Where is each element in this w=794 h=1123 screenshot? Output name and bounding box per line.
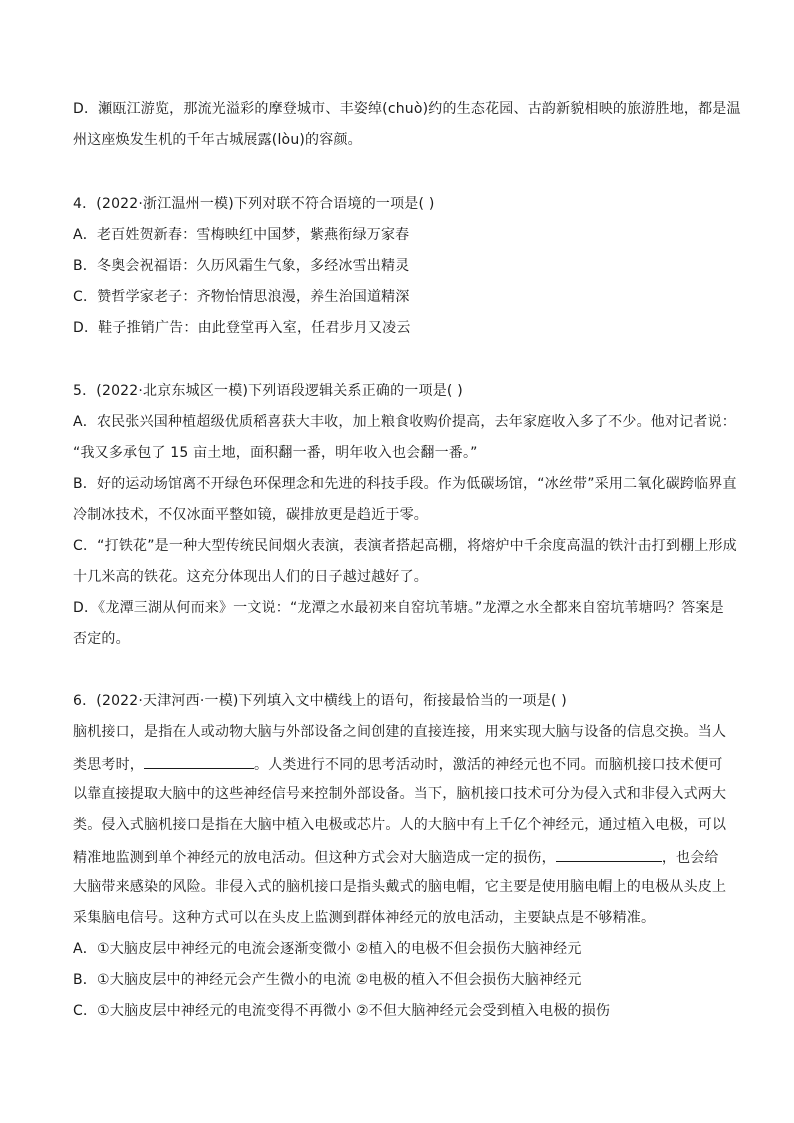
option-b: B．冬奥会祝福语：久历风霜生气象，多经冰雪出精灵 xyxy=(73,258,410,274)
question-stem: 5．(2022·北京东城区一模)下列语段逻辑关系正确的一项是( ) xyxy=(73,383,463,399)
text-line: 十几米高的铁花。这充分体现出人们的日子越过越好了。 xyxy=(73,569,428,585)
text-line: 否定的。 xyxy=(73,631,130,647)
option-a: A．老百姓贺新春：雪梅映红中国梦，紫燕衔绿万家春 xyxy=(73,227,410,243)
text-line: B．好的运动场馆离不开绿色环保理念和先进的科技手段。作为低碳场馆，“冰丝带”采用二氧化碳跨临界直 xyxy=(73,476,737,492)
text-line: 冷制冰技术，不仅冰面平整如镜，碳排放更是趋近于零。 xyxy=(73,507,428,523)
passage-text: ，也会给 xyxy=(661,850,719,866)
option-b: B．①大脑皮层中的神经元会产生微小的电流 ②电极的植入不但会损伤大脑神经元 xyxy=(73,972,582,988)
text-line: 州这座焕发生机的千年古城展露(lòu)的容颜。 xyxy=(73,132,362,148)
option-d: D．鞋子推销广告：由此登堂再入室，任君步月又凌云 xyxy=(73,320,411,336)
passage-text: 。人类进行不同的思考活动时，激活的神经元也不同。而脑机接口技术便可 xyxy=(254,757,723,773)
fill-blank-1 xyxy=(144,753,254,769)
question-5 xyxy=(73,381,737,650)
fill-blank-2 xyxy=(556,846,662,862)
text-line: C．“打铁花”是一种大型传统民间烟火表演，表演者搭起高棚，将熔炉中千余度高温的铁汁击打到棚上形成 xyxy=(73,538,737,554)
option-c: C．①大脑皮层中神经元的电流变得不再微小 ②不但大脑神经元会受到植入电极的损伤 xyxy=(73,1003,611,1019)
passage-line: 采集脑电信号。这种方式可以在头皮上监测到群体神经元的放电活动，主要缺点是不够精准。 xyxy=(73,910,656,926)
passage-line xyxy=(73,846,726,867)
passage-line: 大脑带来感染的风险。非侵入式的脑机接口是指头戴式的脑电帽，它主要是使用脑电帽上的电极从头皮上 xyxy=(73,879,727,895)
text-line: D．《龙潭三湖从何而来》一文说：“龙潭之水最初来自窑坑苇塘。”龙潭之水全都来自窑坑苇塘吗？答案是 xyxy=(73,600,724,616)
option-c: C．赞哲学家老子：齐物怡情思浪漫，养生治国道精深 xyxy=(73,289,410,305)
question-6 xyxy=(73,691,726,1022)
passage-line: 以靠直接提取大脑中的这些神经信号来控制外部设备。当下，脑机接口技术可分为侵入式和非侵入式两大 xyxy=(73,786,727,802)
text-line: A．农民张兴国种植超级优质稻喜获大丰收，加上粮食收购价提高，去年家庭收入多了不少。他对记者说： xyxy=(73,414,736,430)
text-line: “我又多承包了 15 亩土地，面积翻一番，明年收入也会翻一番。” xyxy=(73,445,478,461)
option-a: A．①大脑皮层中神经元的电流会逐渐变微小 ②植入的电极不但会损伤大脑神经元 xyxy=(73,941,582,957)
passage-line: 类。侵入式脑机接口是指在大脑中植入电极或芯片。人的大脑中有上千亿个神经元，通过植入电极，可以 xyxy=(73,817,727,833)
question-stem: 4．(2022·浙江温州一模)下列对联不符合语境的一项是( ) xyxy=(73,196,435,212)
passage-line: 脑机接口，是指在人或动物大脑与外部设备之间创建的直接连接，用来实现大脑与设备的信息交换。当人 xyxy=(73,724,727,740)
question-3-option-d xyxy=(73,99,741,151)
question-stem: 6．(2022·天津河西·一模)下列填入文中横线上的语句，衔接最恰当的一项是( ) xyxy=(73,693,567,709)
passage-line xyxy=(73,753,726,774)
text-line: D．瀬瓯江游览，那流光溢彩的摩登城市、丰姿绰(chuò)约的生态花园、古韵新貌相映的旅游胜地，都是温 xyxy=(73,101,741,117)
passage-text: 精准地监测到单个神经元的放电活动。但这种方式会对大脑造成一定的损伤， xyxy=(73,850,556,866)
passage-text: 类思考时， xyxy=(73,757,144,773)
question-4 xyxy=(73,194,434,339)
